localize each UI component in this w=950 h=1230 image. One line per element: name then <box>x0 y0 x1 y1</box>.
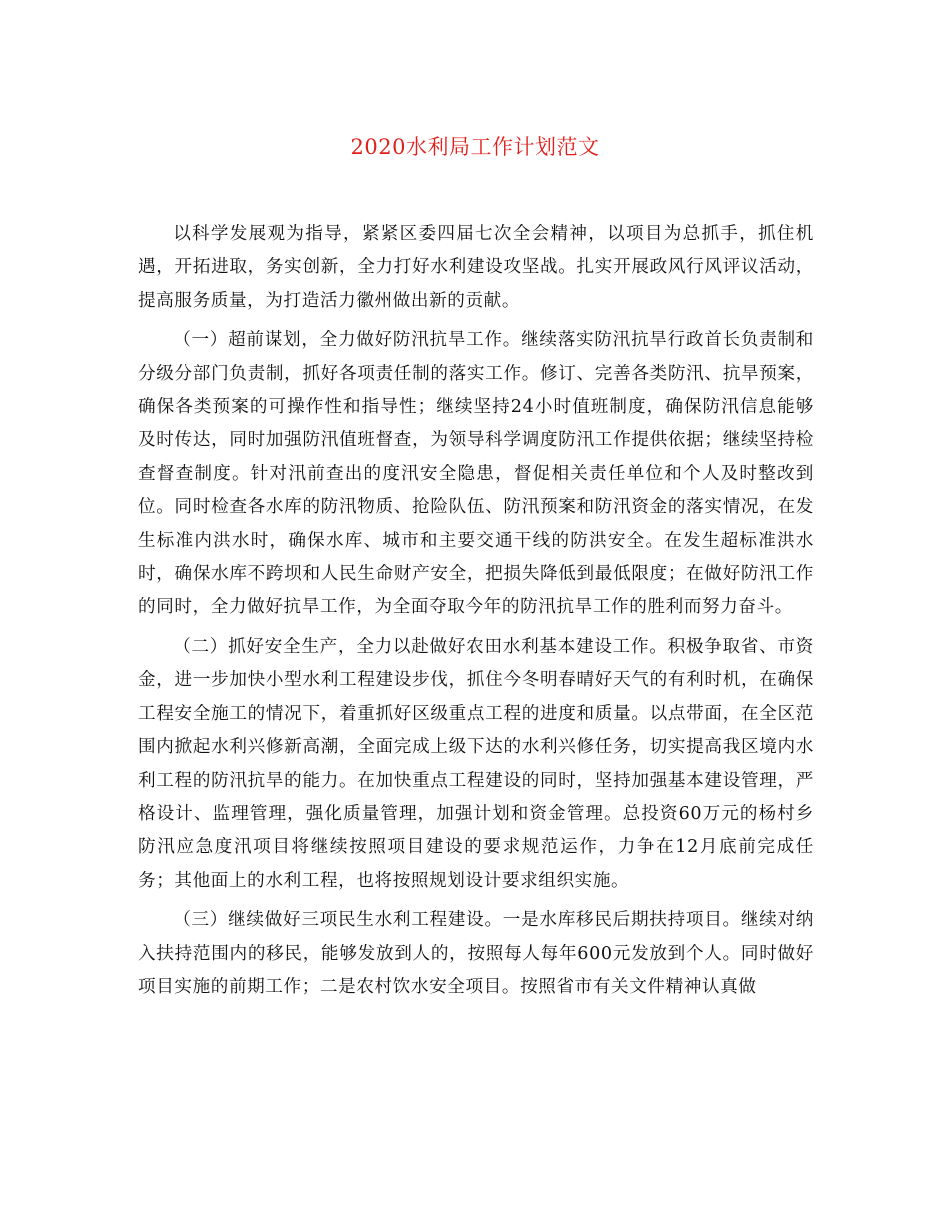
paragraph-farmland-construction: （二）抓好安全生产，全力以赴做好农田水利基本建设工作。积极争取省、市资金，进一步加快小型水利工程建设步伐，抓住今冬明春晴好天气的有利时机，在确保工程安全施工的情况下，着重抓好区级重点工程的进度和质量。以点带面，在全区范围内掀起水利兴修新高潮，全面完成上级下达的水利兴修任务，切实提高我区境内水利工程的防汛抗旱的能力。在加快重点工程建设的同时，坚持加强基本建设管理，严格设计、监理管理，强化质量管理，加强计划和资金管理。总投资60万元的杨村乡防汛应急度汛项目将继续按照项目建设的要求规范运作，力争在12月底前完成任务；其他面上的水利工程，也将按照规划设计要求组织实施。 <box>138 636 814 891</box>
paragraph-livelihood-projects: （三）继续做好三项民生水利工程建设。一是水库移民后期扶持项目。继续对纳入扶持范围内的移民，能够发放到人的，按照每人每年600元发放到个人。同时做好项目实施的前期工作；二是农村饮水安全项目。按照省市有关文件精神认真做 <box>138 910 814 997</box>
paragraph-intro: 以科学发展观为指导，紧紧区委四届七次全会精神，以项目为总抓手，抓住机遇，开拓进取，务实创新，全力打好水利建设攻坚战。扎实开展政风行风评议活动，提高服务质量，为打造活力徽州做出新的贡献。 <box>138 224 814 311</box>
document-body <box>138 218 814 1010</box>
document-title: 2020水利局工作计划范文 <box>350 135 600 159</box>
paragraph-flood-control: （一）超前谋划，全力做好防汛抗旱工作。继续落实防汛抗旱行政首长负责制和分级分部门负责制，抓好各项责任制的落实工作。修订、完善各类防汛、抗旱预案，确保各类预案的可操作性和指导性；继续坚持24小时值班制度，确保防汛信息能够及时传达，同时加强防汛值班督查，为领导科学调度防汛工作提供依据；继续坚持检查督查制度。针对汛前查出的度汛安全隐患，督促相关责任单位和个人及时整改到位。同时检查各水库的防汛物质、抢险队伍、防汛预案和防汛资金的落实情况，在发生标准内洪水时，确保水库、城市和主要交通干线的防洪安全。在发生超标准洪水时，确保水库不跨坝和人民生命财产安全，把损失降低到最低限度；在做好防汛工作的同时，全力做好抗旱工作，为全面夺取今年的防汛抗旱工作的胜利而努力奋斗。 <box>138 330 814 618</box>
